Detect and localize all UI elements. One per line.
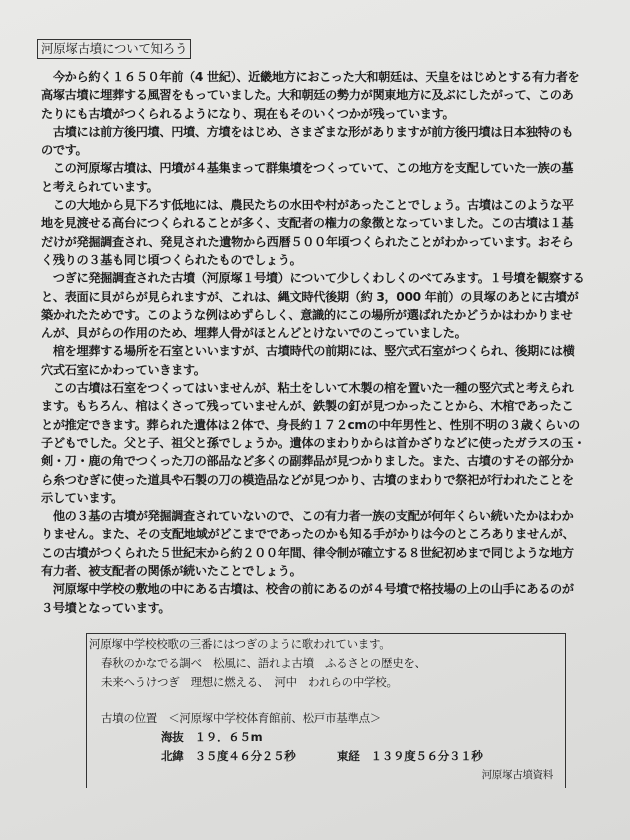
song-intro: 河原塚中学校校歌の三番にはつぎのように歌われています。 xyxy=(89,637,391,651)
source-credit: 河原塚古墳資料 xyxy=(481,769,553,781)
paragraph xyxy=(41,269,593,342)
paragraph-line: ３号墳となっています。 xyxy=(41,600,171,615)
paragraph-line: 高塚古墳に埋葬する風習をもっていました。大和朝廷の勢力が関東地方に及ぶにしたがって、このあ xyxy=(41,88,574,103)
document-body xyxy=(41,68,593,617)
paragraph-line: 他の３基の古墳が発掘調査されていないので、この有力者一族の支配が何年くらい続いたかはわか xyxy=(41,509,574,524)
paragraph-line: この大地から見下ろす低地には、農民たちの水田や村があったことでしょう。古墳はこのような平 xyxy=(41,198,574,213)
paragraph-line: んが、貝がらの作用のため、埋葬人骨がほとんどとけないでのこっていました。 xyxy=(41,326,467,341)
paragraph-line: 棺を埋葬する場所を石室といいますが、古墳時代の前期には、竪穴式石室がつくられ、後期には横 xyxy=(41,344,575,359)
document-title: 河原塚古墳について知ろう xyxy=(37,39,191,59)
paragraph-line: 築かれたためです。このような例はめずらしく、意識的にこの場所が選ばれたかどうかはわかりませ xyxy=(41,307,573,322)
paragraph xyxy=(41,342,593,379)
paragraph-line: この河原塚古墳は、円墳が４基集まって群集墳をつくっていて、この地方を支配していた一族の墓 xyxy=(41,161,574,176)
paragraph xyxy=(41,68,593,123)
paragraph-line: ます。もちろん、棺はくさって残っていませんが、鉄製の釘が見つかったことから、木棺であったこ xyxy=(41,399,574,414)
song-line-2: 未来へうけつぎ 理想に燃える、 河中 われらの中学校。 xyxy=(101,675,398,689)
paragraph-line: 今から約く１６５０年前（4 世紀）、近畿地方におこった大和朝廷は、天皇をはじめとする有力者を xyxy=(41,70,580,84)
paragraph xyxy=(41,159,593,196)
paragraph-line: と考えられています。 xyxy=(41,179,159,194)
paragraph-line: 剣・刀・鹿の角でつくった刀の部品など多くの副葬品が見つかりました。また、古墳のすその部分か xyxy=(41,454,574,469)
paragraph xyxy=(41,580,593,617)
paragraph-line: 子どもでした。父と子、祖父と孫でしょうか。遺体のまわりからは首かざりなどに使ったガラスの玉・ xyxy=(41,435,586,450)
paragraph-line: ら糸つむぎに使った道具や石製の刀の模造品などが見つかり、古墳のまわりで祭祀が行われたことを xyxy=(41,472,574,487)
song-line-1: 春秋のかなでる調べ 松風に、語れよ古墳 ふるさとの歴史を、 xyxy=(101,656,426,670)
paragraph-line: 穴式石室にかわっていきます。 xyxy=(41,362,206,377)
paragraph xyxy=(41,196,593,269)
paragraph xyxy=(41,507,593,580)
paragraph-line: 有力者、被支配者の関係が続いたことでしょう。 xyxy=(41,564,302,579)
paragraph-line: たりにも古墳がつくられるようになり、現在もそのいくつかが残っています。 xyxy=(41,106,455,121)
paragraph-line: この古墳がつくられた５世紀末から約２００年間、律令制が確立する８世紀初めまで同じような地方 xyxy=(41,545,574,560)
paragraph-line: とが推定できます。葬られた遺体は２体で、身長約１７２cmの中年男性と、性別不明の３歳くらいの xyxy=(41,417,580,432)
altitude: 海抜 １９．６５m xyxy=(161,730,263,744)
paragraph-line: この古墳は石室をつくってはいませんが、粘土をしいて木製の棺を置いた一種の竪穴式と考えられ xyxy=(41,381,574,396)
paragraph-line: と、表面に貝がらが見られますが、これは、縄文時代後期（約 3，000 年前）の貝塚のあとに古墳が xyxy=(41,289,579,304)
paragraph-line: だけが発掘調査され、発見された遺物から西暦５００年頃つくられたことがわかっています。おそら xyxy=(41,234,574,249)
longitude: 東経 １３９度５６分３１秒 xyxy=(337,749,483,763)
paragraph-line: りません。また、その支配地域がどこまでであったのかも知る手がかりは今のところありませんが、 xyxy=(41,527,575,542)
latitude: 北緯 ３５度４６分２５秒 xyxy=(161,749,296,763)
paragraph xyxy=(41,123,593,160)
paragraph-line: く残りの３基も同じ頃つくられたものでしょう。 xyxy=(41,252,302,267)
paragraph-line: 河原塚中学校の敷地の中にある古墳は、校舎の前にあるのが４号墳で格技場の上の山手にあるのが xyxy=(41,582,574,597)
paragraph-line: 古墳には前方後円墳、円墳、方墳をはじめ、さまざまな形がありますが前方後円墳は日本独特のも xyxy=(41,124,574,139)
paragraph xyxy=(41,379,593,507)
paragraph-line: つぎに発掘調査された古墳（河原塚１号墳）について少しくわしくのべてみます。１号墳を観察する xyxy=(41,271,585,286)
location-label: 古墳の位置 ＜河原塚中学校体育館前、松戸市基準点＞ xyxy=(101,711,381,725)
paragraph-line: 地を見渡せる高台につくられることが多く、支配者の権力の象徴となっていました。この古墳は１基 xyxy=(41,216,574,231)
paragraph-line: 示しています。 xyxy=(41,490,123,505)
paragraph-line: のです。 xyxy=(41,143,88,158)
school-song-info-box xyxy=(86,633,566,788)
